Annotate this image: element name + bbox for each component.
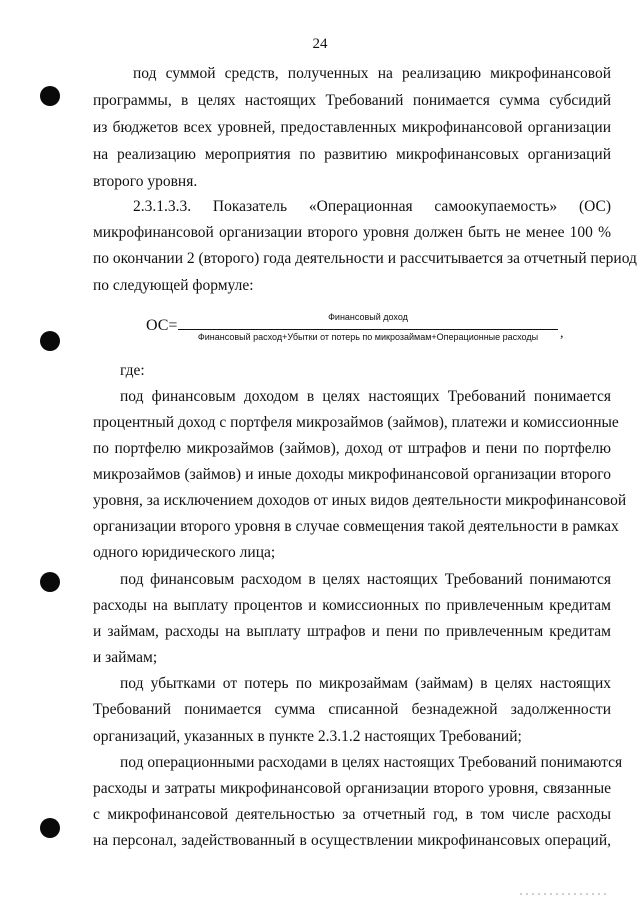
- text-line: под убытками от потерь по микрозаймам (займам) в целях настоящих: [120, 675, 611, 692]
- text-line: из бюджетов всех уровней, предоставленных микрофинансовой организации: [93, 119, 611, 136]
- binder-hole: [40, 331, 60, 351]
- text-line: уровня, за исключением доходов от иных видов деятельности микрофинансовой: [93, 492, 627, 509]
- text-line: под финансовым расходом в целях настоящих Требований понимаются: [120, 571, 611, 588]
- text-line: с микрофинансовой деятельностью за отчетный год, в том числе расходы: [93, 806, 611, 823]
- text-line: организации второго уровня в случае совмещения такой деятельности в рамках: [93, 518, 619, 535]
- text-line: 2.3.1.3.3. Показатель «Операционная самоокупаемость» (ОС): [133, 198, 611, 215]
- text-line: второго уровня.: [93, 173, 198, 190]
- text-line: по следующей формуле:: [93, 277, 254, 294]
- text-line: под финансовым доходом в целях настоящих Требований понимается: [120, 388, 611, 405]
- binder-hole: [40, 818, 60, 838]
- text-line: организаций, указанных в пункте 2.3.1.2 настоящих Требований;: [93, 728, 522, 745]
- text-line: на персонал, задействованный в осуществлении микрофинансовых операций,: [93, 832, 611, 849]
- text-line: по окончании 2 (второго) года деятельности и рассчитывается за отчетный период: [93, 250, 637, 267]
- text-line: одного юридического лица;: [93, 544, 276, 561]
- text-line: где:: [120, 362, 145, 379]
- text-line: процентный доход с портфеля микрозаймов (займов), платежи и комиссионные: [93, 414, 619, 431]
- formula-label: ОС=: [146, 317, 178, 334]
- text-line: программы, в целях настоящих Требований понимается сумма субсидий: [93, 92, 611, 109]
- text-line: расходы на выплату процентов и комиссионных по привлеченным кредитам: [93, 597, 611, 614]
- page-number: 24: [312, 36, 328, 52]
- text-line: микрозаймов (займов) и иные доходы микрофинансовой организации второго: [93, 466, 611, 483]
- text-line: под суммой средств, полученных на реализацию микрофинансовой: [133, 65, 611, 82]
- formula-numerator: Финансовый доход: [328, 312, 408, 322]
- text-line: под операционными расходами в целях настоящих Требований понимаются: [120, 754, 623, 771]
- formula-denominator: Финансовый расход+Убытки от потерь по микрозаймам+Операционные расходы: [197, 332, 539, 342]
- binder-hole: [40, 572, 60, 592]
- text-line: расходы и затраты микрофинансовой организации второго уровня, связанные: [93, 780, 611, 797]
- text-line: и займам;: [93, 649, 158, 666]
- text-line: и займам, расходы на выплату штрафов и пени по привлеченным кредитам: [93, 623, 611, 640]
- scan-artifact: [520, 893, 610, 895]
- formula-fraction-bar: [178, 329, 558, 330]
- text-line: микрофинансовой организации второго уровня должен быть не менее 100 %: [93, 224, 611, 241]
- formula-comma: ,: [560, 326, 564, 341]
- text-line: Требований понимается сумма списанной безнадежной задолженности: [93, 701, 611, 718]
- binder-hole: [40, 86, 60, 106]
- text-line: на реализацию мероприятия по развитию микрофинансовых организаций: [93, 146, 611, 163]
- text-line: по портфелю микрозаймов (займов), доход от штрафов и пени по портфелю: [93, 440, 611, 457]
